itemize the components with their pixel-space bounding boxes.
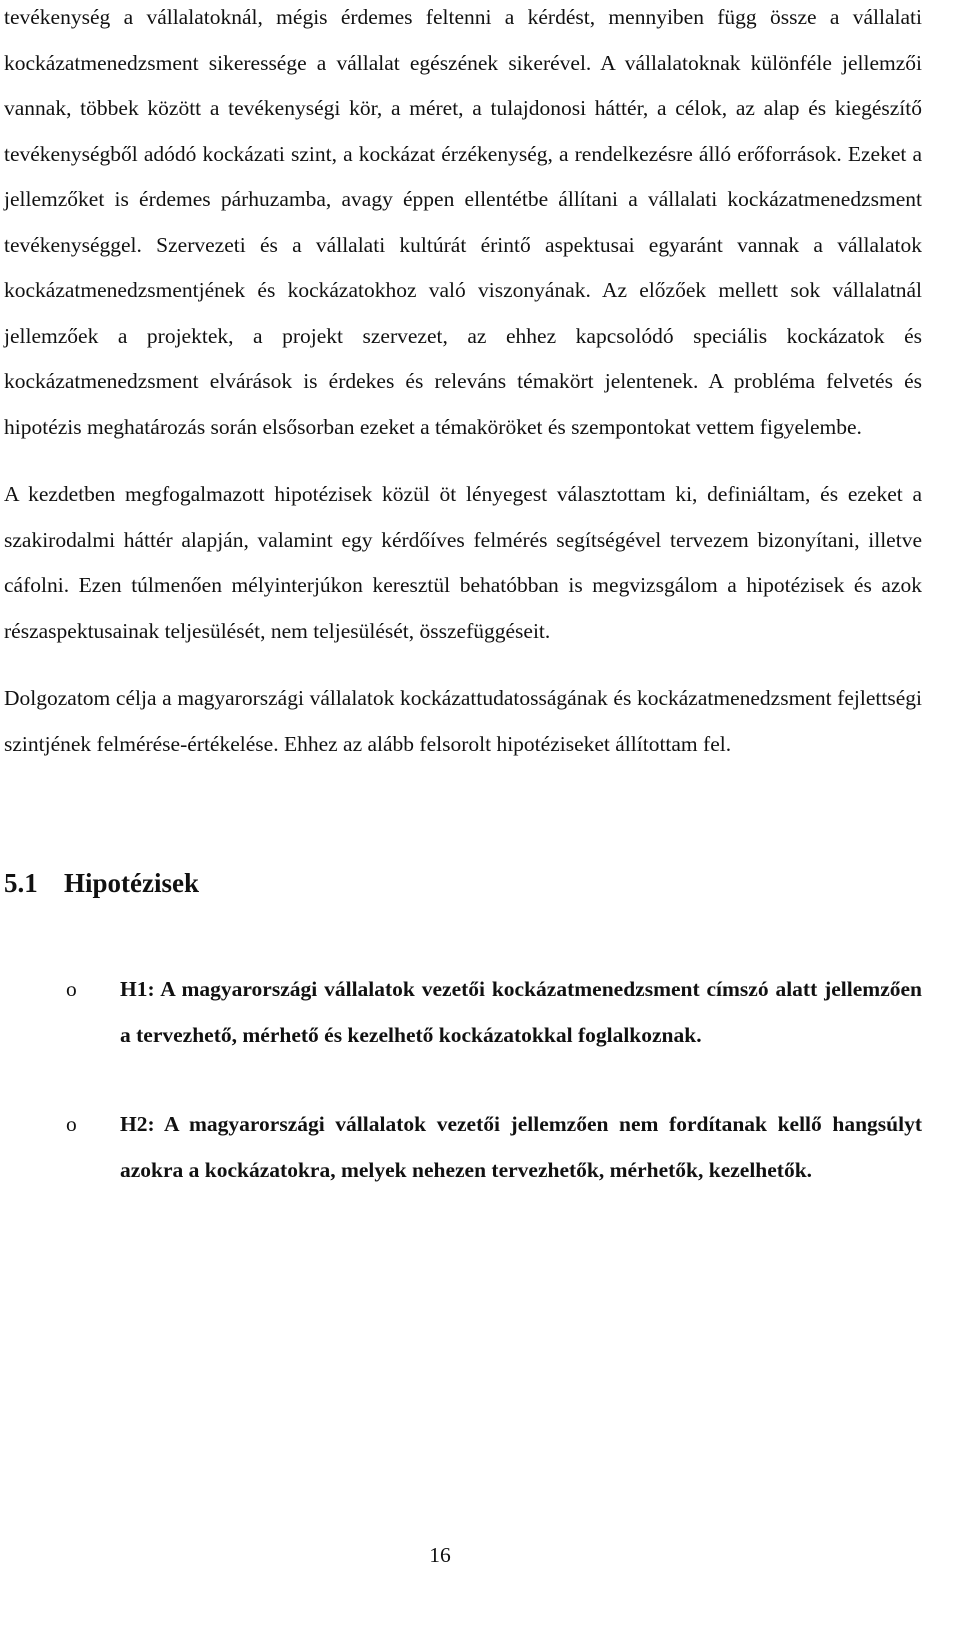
hypothesis-list <box>4 967 922 1193</box>
section-number: 5.1 <box>4 868 38 898</box>
hypothesis-item-h2 <box>4 1102 922 1193</box>
section-title: Hipotézisek <box>64 868 199 898</box>
bullet-marker: o <box>66 977 77 1001</box>
document-page <box>4 0 922 1193</box>
hypothesis-text: H2: A magyarországi vállalatok vezetői jellemzően nem fordítanak kellő hangsúlyt azokra a kockázatokra, melyek nehezen tervezhetők, mérhetők, kezelhetők. <box>120 1112 922 1182</box>
page-number: 16 <box>429 1543 451 1567</box>
body-paragraph-2: A kezdetben megfogalmazott hipotézisek közül öt lényegest választottam ki, definiáltam, és ezeket a szakirodalmi háttér alapján, valamint egy kérdőíves felmérés segítségével tervezem bizonyítani, illetve cáfolni. Ezen túlmenően mélyinterjúkon keresztül behatóbban is megvizsgálom a hipotézisek és azok részaspektusainak teljesülését, nem teljesülését, összefüggéseit. <box>4 482 922 643</box>
hypothesis-item-h1 <box>4 967 922 1058</box>
body-paragraph-3: Dolgozatom célja a magyarországi vállalatok kockázattudatosságának és kockázatmenedzsment fejlettségi szintjének felmérése-értékelése. Ehhez az alább felsorolt hipotéziseket állítottam fel. <box>4 686 922 756</box>
body-paragraph-1: tevékenység a vállalatoknál, mégis érdemes feltenni a kérdést, mennyiben függ össze a vállalati kockázatmenedzsment sikeressége a vállalat egészének sikerével. A vállalatoknak különféle jellemzői vannak, többek között a tevékenységi kör, a méret, a tulajdonosi háttér, a célok, az alap és kiegészítő tevékenységből adódó kockázati szint, a kockázat érzékenység, a rendelkezésre álló erőforrások. Ezeket a jellemzőket is érdemes párhuzamba, avagy éppen ellentétbe állítani a vállalati kockázatmenedzsment tevékenységgel. Szervezeti és a vállalati kultúrát érintő aspektusai egyaránt vannak a vállalatok kockázatmenedzsmentjének és kockázatokhoz való viszonyának. Az előzőek mellett sok vállalatnál jellemzőek a projektek, a projekt szervezet, az ehhez kapcsolódó speciális kockázatok és kockázatmenedzsment elvárások is érdekes és releváns témakört jelentenek. A probléma felvetés és hipotézis meghatározás során elsősorban ezeket a témaköröket és szempontokat vettem figyelembe. <box>4 5 922 439</box>
hypothesis-text: H1: A magyarországi vállalatok vezetői kockázatmenedzsment címszó alatt jellemzően a tervezhető, mérhető és kezelhető kockázatokkal foglalkoznak. <box>120 977 922 1047</box>
bullet-marker: o <box>66 1112 77 1136</box>
section-heading <box>4 863 922 903</box>
